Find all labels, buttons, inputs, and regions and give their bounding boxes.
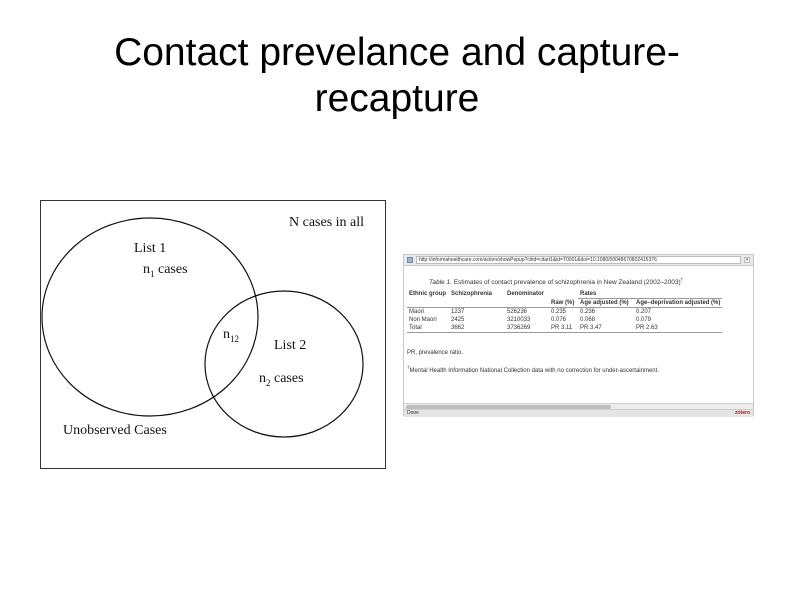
table-cell: Maori (409, 309, 425, 315)
table-header-row-1 (407, 290, 722, 299)
n2-base: n (259, 371, 266, 386)
url-field[interactable]: http://informahealthcare.com/action/showPopup?citid=citart1&id=T0001&doi=10.1080/00048670802415376 (416, 256, 741, 264)
table-number: Table 1. (429, 279, 452, 287)
table-cell: 0.076 (551, 317, 567, 323)
table-caption-text: Estimates of contact prevalence of schizophrenia in New Zealand (2002–2003) (451, 279, 681, 287)
n12-label (223, 327, 239, 344)
prevalence-table (407, 290, 722, 333)
table-cell: 2425 (451, 317, 465, 323)
header-age-deprivation: Age–deprivation adjusted (%) (636, 300, 721, 306)
slide-title (0, 30, 794, 122)
unobserved-cases-label: Unobserved Cases (63, 423, 167, 438)
n1-base: n (143, 262, 150, 277)
slide-title-line-2: recapture (314, 77, 480, 120)
list1-label: List 1 (134, 241, 167, 256)
table-header-row-2 (407, 299, 722, 308)
table-cell: 3662 (449, 324, 505, 333)
table-cell: Total (407, 324, 449, 333)
table-cell: 0.068 (580, 317, 596, 323)
table-cell: 0.235 (551, 309, 567, 315)
table-cell: 3736269 (505, 324, 549, 333)
n1-suffix: cases (154, 262, 188, 277)
n12-base: n (223, 327, 230, 342)
venn-diagram (40, 200, 386, 469)
footnote-source (407, 365, 659, 374)
n2-suffix: cases (270, 371, 304, 386)
table-cell: 0.236 (580, 309, 596, 315)
header-age-adjusted: Age adjusted (%) (578, 299, 634, 308)
header-denominator: Denominator (507, 291, 545, 298)
zotero-icon[interactable]: zotero (735, 410, 750, 416)
popup-content (404, 266, 753, 404)
table-row (407, 324, 722, 333)
n-cases-all-label: N cases in all (289, 215, 365, 230)
n1-sub: 1 (150, 268, 155, 279)
table-cell: PR 3.47 (578, 324, 634, 333)
caption-dagger: † (680, 277, 684, 282)
header-rates: Rates (578, 290, 722, 299)
footnote-dagger: † (407, 365, 410, 370)
page-icon (407, 257, 413, 263)
table-cell: PR 3.11 (549, 324, 578, 333)
table-cell: Non Maori (409, 317, 437, 323)
header-ethnic-group: Ethnic group (409, 291, 446, 298)
n2-sub: 2 (266, 377, 271, 388)
footnote-pr: PR, prevalence ratio. (407, 350, 464, 356)
table-row (407, 316, 722, 324)
table-cell: 3210033 (507, 317, 531, 323)
table-cell: PR 2.63 (634, 324, 722, 333)
table-cell: 0.207 (636, 309, 652, 315)
slide-title-line-1: Contact prevelance and capture- (114, 31, 680, 74)
n1-cases-label (143, 262, 188, 279)
list2-circle (205, 291, 363, 437)
table-row (407, 308, 722, 317)
footnote-source-text: Mental Health Information National Collection data with no correction for under-ascertainment. (409, 368, 659, 374)
header-schizophrenia: Schizophrenia (451, 291, 493, 298)
status-text: Done (407, 410, 419, 416)
status-bar (404, 409, 753, 417)
address-bar (404, 255, 753, 266)
table-cell: 526236 (507, 309, 528, 315)
browser-window (403, 254, 754, 416)
table-cell: 1237 (451, 309, 465, 315)
n2-cases-label (259, 371, 304, 388)
list2-label: List 2 (274, 338, 307, 353)
table-cell: 0.079 (636, 317, 652, 323)
table-caption (429, 277, 683, 286)
n12-sub: 12 (230, 333, 239, 344)
chevron-down-icon[interactable]: ▾ (745, 257, 749, 263)
header-raw: Raw (%) (549, 299, 578, 308)
